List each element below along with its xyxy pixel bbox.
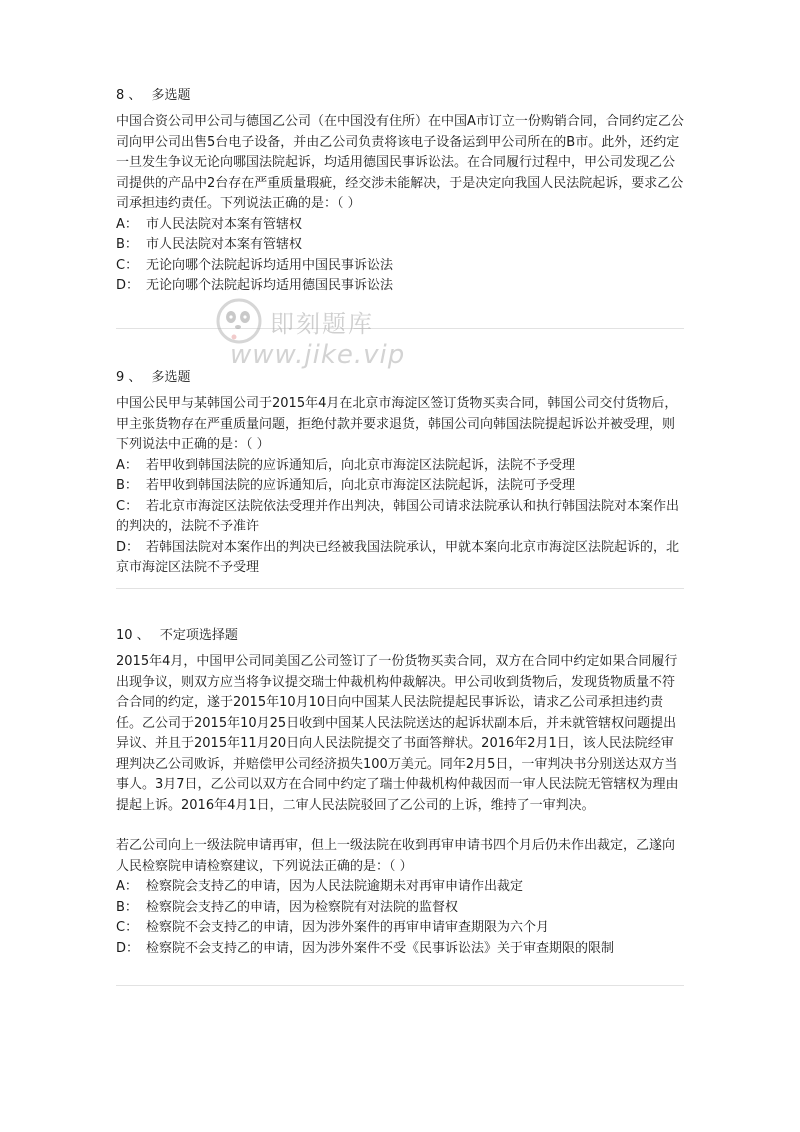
question-stem: 若乙公司向上一级法院申请再审，但上一级法院在收到再审申请书四个月后仍未作出裁定，乙遂向人民检察院申请检察建议，下列说法正确的是：（ ）	[116, 838, 676, 874]
option-c[interactable]	[116, 256, 686, 277]
option-letter: D：	[116, 940, 140, 956]
watermark-url: www.jike.vip	[230, 340, 406, 370]
option-list	[116, 877, 686, 959]
option-text: 检察院不会支持乙的申请，因为涉外案件不受《民事诉讼法》关于审查期限的限制	[146, 940, 615, 956]
question-number: 9 、	[116, 370, 142, 385]
option-letter: C：	[116, 498, 139, 514]
option-letter: A：	[116, 216, 138, 232]
panda-logo-icon	[214, 296, 264, 350]
option-letter: C：	[116, 257, 139, 273]
option-letter: A：	[116, 879, 138, 894]
option-b[interactable]	[116, 235, 686, 256]
option-letter: D：	[116, 278, 140, 293]
option-a[interactable]	[116, 877, 686, 898]
option-text: 无论向哪个法院起诉均适用德国民事诉讼法	[146, 278, 394, 293]
question-10	[116, 626, 686, 959]
question-header	[116, 86, 686, 106]
option-c[interactable]	[116, 497, 686, 538]
option-letter: B：	[116, 478, 138, 493]
question-number: 8 、	[116, 88, 142, 103]
question-stem: 中国合资公司甲公司与德国乙公司（在中国没有住所）在中国A市订立一份购销合同，合同约定乙公司向甲公司出售5台电子设备，并由乙公司负责将该电子设备运到甲公司所在的B市。此外，还约定一旦发生争议无论向哪国法院起诉，均适用德国民事诉讼法。在合同履行过程中，甲公司发现乙公司提供的产品中2台存在严重质量瑕疵，经交涉未能解决，于是决定向我国人民法院起诉，要求乙公司承担违约责任。下列说法正确的是：（ ）	[116, 114, 684, 211]
option-list	[116, 456, 686, 579]
question-type: 不定项选择题	[159, 628, 238, 643]
question-type: 多选题	[151, 88, 191, 103]
option-text: 无论向哪个法院起诉均适用中国民事诉讼法	[146, 257, 394, 273]
option-text: 若北京市海淀区法院依法受理并作出判决，韩国公司请求法院承认和执行韩国法院对本案作出的判决的，法院不予准许	[116, 498, 680, 534]
option-letter: A：	[116, 457, 138, 473]
option-text: 若韩国法院对本案作出的判决已经被我国法院承认，甲就本案向北京市海淀区法院起诉的，北京市海淀区法院不予受理	[116, 539, 680, 575]
option-b[interactable]	[116, 898, 686, 919]
option-text: 若甲收到韩国法院的应诉通知后，向北京市海淀区法院起诉，法院不予受理	[146, 457, 576, 473]
section-divider	[116, 985, 684, 986]
option-letter: C：	[116, 920, 139, 935]
option-d[interactable]	[116, 538, 686, 579]
option-b[interactable]	[116, 476, 686, 497]
option-letter: D：	[116, 539, 140, 555]
option-c[interactable]	[116, 918, 686, 939]
question-number: 10 、	[116, 628, 150, 643]
option-d[interactable]	[116, 276, 686, 297]
question-stem: 中国公民甲与某韩国公司于2015年4月在北京市海淀区签订货物买卖合同，韩国公司交付货物后，甲主张货物存在严重质量问题，拒绝付款并要求退货，韩国公司向韩国法院提起诉讼并被受理，则下列说法中正确的是：（ ）	[116, 396, 678, 452]
option-text: 市人民法院对本案有管辖权	[146, 237, 303, 252]
question-header	[116, 626, 686, 646]
option-text: 检察院会支持乙的申请，因为检察院有对法院的监督权	[146, 899, 459, 915]
watermark-brand: 即刻题库	[270, 310, 374, 338]
option-letter: B：	[116, 899, 138, 915]
option-list	[116, 215, 686, 297]
watermark	[214, 296, 594, 376]
question-type: 多选题	[151, 370, 191, 385]
option-text: 检察院会支持乙的申请，因为人民法院逾期未对再审申请作出裁定	[146, 879, 524, 894]
section-divider	[116, 588, 684, 589]
option-text: 若甲收到韩国法院的应诉通知后，向北京市海淀区法院起诉，法院可予受理	[146, 478, 576, 493]
case-description: 2015年4月，中国甲公司同美国乙公司签订了一份货物买卖合同，双方在合同中约定如果合同履行出现争议，则双方应当将争议提交瑞士仲裁机构仲裁解决。甲公司收到货物后，发现货物质量不符合合同的约定，遂于2015年10月10日向中国某人民法院提起民事诉讼，请求乙公司承担违约责任。乙公司于2015年10月25日收到中国某人民法院送达的起诉状副本后，并未就管辖权问题提出异议、并且于2015年11月20日向人民法院提交了书面答辩状。2016年2月1日，该人民法院经审理判决乙公司败诉，并赔偿甲公司经济损失100万美元。同年2月5日，一审判决书分别送达双方当事人。3月7日，乙公司以双方在合同中约定了瑞士仲裁机构仲裁因而一审人民法院无管辖权为理由提起上诉。2016年4月1日，二审人民法院驳回了乙公司的上诉，维持了一审判决。	[116, 654, 679, 813]
option-text: 检察院不会支持乙的申请，因为涉外案件的再审申请审查期限为六个月	[146, 920, 550, 935]
question-9	[116, 368, 686, 579]
question-8	[116, 86, 686, 297]
option-letter: B：	[116, 237, 138, 252]
section-divider	[116, 328, 684, 329]
option-text: 市人民法院对本案有管辖权	[146, 216, 303, 232]
option-a[interactable]	[116, 215, 686, 236]
question-header	[116, 368, 686, 388]
option-a[interactable]	[116, 456, 686, 477]
option-d[interactable]	[116, 939, 686, 960]
